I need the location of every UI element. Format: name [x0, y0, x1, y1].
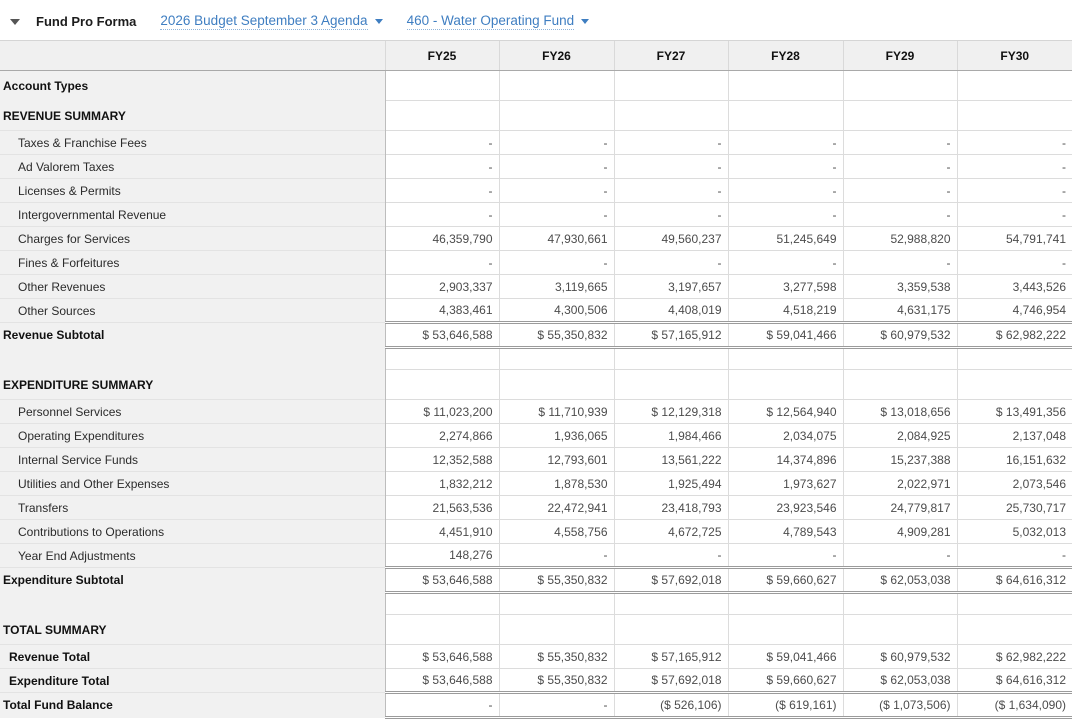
value-cell — [499, 370, 614, 400]
value-cell — [843, 101, 957, 131]
column-header: FY27 — [614, 41, 728, 71]
value-cell: $ 11,023,200 — [385, 400, 499, 424]
table-row — [0, 544, 1072, 568]
value-cell: 3,197,657 — [614, 275, 728, 299]
value-cell: - — [957, 544, 1072, 568]
value-cell — [385, 101, 499, 131]
row-label: Ad Valorem Taxes — [0, 155, 385, 179]
value-cell — [385, 370, 499, 400]
table-row — [0, 568, 1072, 593]
row-label: Fines & Forfeitures — [0, 251, 385, 275]
collapse-caret-icon[interactable] — [10, 19, 20, 25]
value-cell — [499, 101, 614, 131]
row-label: Account Types — [0, 71, 385, 101]
value-cell: 3,359,538 — [843, 275, 957, 299]
value-cell: - — [385, 693, 499, 718]
value-cell — [728, 370, 843, 400]
value-cell: - — [499, 693, 614, 718]
table-row — [0, 348, 1072, 370]
row-label: Transfers — [0, 496, 385, 520]
row-label: Contributions to Operations — [0, 520, 385, 544]
value-cell: $ 57,165,912 — [614, 323, 728, 348]
column-header: FY25 — [385, 41, 499, 71]
value-cell: - — [499, 131, 614, 155]
value-cell: 4,672,725 — [614, 520, 728, 544]
chevron-down-icon — [375, 19, 383, 24]
value-cell: 15,237,388 — [843, 448, 957, 472]
value-cell: - — [499, 544, 614, 568]
row-label: REVENUE SUMMARY — [0, 101, 385, 131]
budget-version-dropdown[interactable] — [160, 13, 382, 30]
corner-cell — [0, 41, 385, 71]
value-cell: $ 55,350,832 — [499, 323, 614, 348]
table-row — [0, 448, 1072, 472]
value-cell: $ 60,979,532 — [843, 645, 957, 669]
value-cell: 4,408,019 — [614, 299, 728, 323]
table-row — [0, 71, 1072, 101]
value-cell: $ 62,053,038 — [843, 568, 957, 593]
value-cell: $ 64,616,312 — [957, 669, 1072, 693]
value-cell: 23,923,546 — [728, 496, 843, 520]
value-cell: ($ 1,634,090) — [957, 693, 1072, 718]
value-cell — [843, 348, 957, 370]
value-cell: 148,276 — [385, 544, 499, 568]
row-label — [0, 593, 385, 615]
value-cell: 4,789,543 — [728, 520, 843, 544]
row-label: Total Fund Balance — [0, 693, 385, 718]
value-cell — [614, 71, 728, 101]
value-cell — [843, 370, 957, 400]
value-cell — [499, 71, 614, 101]
value-cell: - — [843, 131, 957, 155]
value-cell: 2,274,866 — [385, 424, 499, 448]
value-cell: - — [614, 155, 728, 179]
value-cell: - — [614, 179, 728, 203]
value-cell: 4,746,954 — [957, 299, 1072, 323]
value-cell — [385, 348, 499, 370]
value-cell — [614, 101, 728, 131]
value-cell — [728, 593, 843, 615]
table-row — [0, 669, 1072, 693]
value-cell: 13,561,222 — [614, 448, 728, 472]
row-label: Taxes & Franchise Fees — [0, 131, 385, 155]
value-cell: 12,352,588 — [385, 448, 499, 472]
value-cell: - — [385, 131, 499, 155]
value-cell: $ 62,982,222 — [957, 645, 1072, 669]
table-row — [0, 472, 1072, 496]
value-cell: $ 55,350,832 — [499, 669, 614, 693]
row-label: Expenditure Total — [0, 669, 385, 693]
value-cell: - — [499, 155, 614, 179]
value-cell: $ 59,041,466 — [728, 645, 843, 669]
value-cell: $ 62,982,222 — [957, 323, 1072, 348]
table-row — [0, 101, 1072, 131]
value-cell: $ 62,053,038 — [843, 669, 957, 693]
value-cell: 2,034,075 — [728, 424, 843, 448]
value-cell: 3,277,598 — [728, 275, 843, 299]
value-cell: $ 57,692,018 — [614, 669, 728, 693]
value-cell — [614, 593, 728, 615]
value-cell: 2,903,337 — [385, 275, 499, 299]
proforma-table — [0, 40, 1072, 719]
value-cell: 23,418,793 — [614, 496, 728, 520]
row-label: Utilities and Other Expenses — [0, 472, 385, 496]
table-header — [0, 41, 1072, 71]
table-row — [0, 131, 1072, 155]
row-label: Revenue Subtotal — [0, 323, 385, 348]
table-row — [0, 299, 1072, 323]
column-header: FY29 — [843, 41, 957, 71]
row-label: Operating Expenditures — [0, 424, 385, 448]
value-cell: - — [499, 203, 614, 227]
value-cell: - — [614, 251, 728, 275]
value-cell: 1,973,627 — [728, 472, 843, 496]
value-cell — [499, 615, 614, 645]
row-label: Other Revenues — [0, 275, 385, 299]
fund-selector-dropdown[interactable] — [407, 13, 590, 30]
value-cell — [957, 615, 1072, 645]
value-cell — [728, 101, 843, 131]
value-cell — [728, 348, 843, 370]
table-row — [0, 400, 1072, 424]
value-cell — [614, 615, 728, 645]
chevron-down-icon — [581, 19, 589, 24]
value-cell: $ 53,646,588 — [385, 645, 499, 669]
value-cell: 54,791,741 — [957, 227, 1072, 251]
value-cell: 22,472,941 — [499, 496, 614, 520]
value-cell: - — [843, 155, 957, 179]
table-row — [0, 227, 1072, 251]
table-row — [0, 251, 1072, 275]
value-cell: $ 59,660,627 — [728, 669, 843, 693]
page-title: Fund Pro Forma — [36, 14, 137, 29]
value-cell: - — [957, 203, 1072, 227]
value-cell: 3,119,665 — [499, 275, 614, 299]
value-cell — [957, 71, 1072, 101]
value-cell: $ 11,710,939 — [499, 400, 614, 424]
row-label: Personnel Services — [0, 400, 385, 424]
column-header: FY30 — [957, 41, 1072, 71]
value-cell: - — [843, 251, 957, 275]
value-cell — [843, 71, 957, 101]
value-cell — [385, 71, 499, 101]
row-label — [0, 348, 385, 370]
value-cell: 1,984,466 — [614, 424, 728, 448]
value-cell: - — [843, 544, 957, 568]
value-cell: 12,793,601 — [499, 448, 614, 472]
value-cell: 4,518,219 — [728, 299, 843, 323]
table-row — [0, 370, 1072, 400]
table-row — [0, 323, 1072, 348]
value-cell: $ 13,018,656 — [843, 400, 957, 424]
budget-version-dropdown-label: 2026 Budget September 3 Agenda — [160, 13, 368, 28]
value-cell: 2,084,925 — [843, 424, 957, 448]
value-cell: 4,383,461 — [385, 299, 499, 323]
value-cell: 47,930,661 — [499, 227, 614, 251]
value-cell — [957, 370, 1072, 400]
table-body — [0, 71, 1072, 718]
value-cell: ($ 1,073,506) — [843, 693, 957, 718]
value-cell: 16,151,632 — [957, 448, 1072, 472]
table-row — [0, 424, 1072, 448]
table-row — [0, 615, 1072, 645]
value-cell: 21,563,536 — [385, 496, 499, 520]
value-cell: 1,832,212 — [385, 472, 499, 496]
value-cell — [385, 593, 499, 615]
value-cell: - — [728, 544, 843, 568]
value-cell: $ 53,646,588 — [385, 568, 499, 593]
table-row — [0, 496, 1072, 520]
row-label: Year End Adjustments — [0, 544, 385, 568]
value-cell: - — [957, 179, 1072, 203]
value-cell: $ 55,350,832 — [499, 568, 614, 593]
value-cell: $ 59,660,627 — [728, 568, 843, 593]
value-cell: $ 64,616,312 — [957, 568, 1072, 593]
table-row — [0, 275, 1072, 299]
value-cell: - — [499, 251, 614, 275]
row-label: Charges for Services — [0, 227, 385, 251]
value-cell: 25,730,717 — [957, 496, 1072, 520]
value-cell — [499, 348, 614, 370]
fund-selector-dropdown-label: 460 - Water Operating Fund — [406, 13, 575, 28]
value-cell: - — [843, 179, 957, 203]
row-label: Licenses & Permits — [0, 179, 385, 203]
value-cell: 46,359,790 — [385, 227, 499, 251]
value-cell: 49,560,237 — [614, 227, 728, 251]
row-label: Expenditure Subtotal — [0, 568, 385, 593]
value-cell — [843, 615, 957, 645]
value-cell: 2,073,546 — [957, 472, 1072, 496]
value-cell: 4,451,910 — [385, 520, 499, 544]
value-cell: $ 13,491,356 — [957, 400, 1072, 424]
row-label: EXPENDITURE SUMMARY — [0, 370, 385, 400]
table-row — [0, 155, 1072, 179]
value-cell: - — [843, 203, 957, 227]
table-row — [0, 693, 1072, 718]
value-cell: 51,245,649 — [728, 227, 843, 251]
value-cell: 14,374,896 — [728, 448, 843, 472]
value-cell — [957, 101, 1072, 131]
header-row — [0, 41, 1072, 71]
table-row — [0, 593, 1072, 615]
value-cell: - — [385, 251, 499, 275]
value-cell: 2,137,048 — [957, 424, 1072, 448]
value-cell: - — [957, 155, 1072, 179]
value-cell: - — [385, 155, 499, 179]
column-header: FY28 — [728, 41, 843, 71]
value-cell: - — [728, 179, 843, 203]
value-cell: 4,909,281 — [843, 520, 957, 544]
value-cell — [499, 593, 614, 615]
value-cell: $ 53,646,588 — [385, 323, 499, 348]
value-cell: $ 55,350,832 — [499, 645, 614, 669]
value-cell: 1,878,530 — [499, 472, 614, 496]
value-cell: 4,631,175 — [843, 299, 957, 323]
row-label: Internal Service Funds — [0, 448, 385, 472]
value-cell — [614, 348, 728, 370]
value-cell: $ 12,564,940 — [728, 400, 843, 424]
value-cell: - — [614, 131, 728, 155]
value-cell: 4,558,756 — [499, 520, 614, 544]
value-cell: - — [385, 179, 499, 203]
value-cell: 24,779,817 — [843, 496, 957, 520]
row-label: Revenue Total — [0, 645, 385, 669]
value-cell — [614, 370, 728, 400]
value-cell: 2,022,971 — [843, 472, 957, 496]
value-cell: $ 57,692,018 — [614, 568, 728, 593]
value-cell: - — [614, 203, 728, 227]
value-cell: - — [728, 251, 843, 275]
value-cell: - — [614, 544, 728, 568]
table-row — [0, 179, 1072, 203]
value-cell: $ 53,646,588 — [385, 669, 499, 693]
value-cell: $ 59,041,466 — [728, 323, 843, 348]
column-header: FY26 — [499, 41, 614, 71]
value-cell — [385, 615, 499, 645]
value-cell: 1,936,065 — [499, 424, 614, 448]
value-cell: $ 12,129,318 — [614, 400, 728, 424]
value-cell — [728, 71, 843, 101]
report-header — [0, 0, 1072, 40]
value-cell: - — [957, 251, 1072, 275]
value-cell: 3,443,526 — [957, 275, 1072, 299]
value-cell: 5,032,013 — [957, 520, 1072, 544]
table-row — [0, 520, 1072, 544]
row-label: Intergovernmental Revenue — [0, 203, 385, 227]
value-cell: $ 57,165,912 — [614, 645, 728, 669]
value-cell: - — [728, 155, 843, 179]
value-cell: ($ 619,161) — [728, 693, 843, 718]
value-cell: ($ 526,106) — [614, 693, 728, 718]
table-row — [0, 645, 1072, 669]
value-cell: - — [728, 203, 843, 227]
value-cell: - — [728, 131, 843, 155]
value-cell: 1,925,494 — [614, 472, 728, 496]
row-label: Other Sources — [0, 299, 385, 323]
value-cell — [957, 348, 1072, 370]
value-cell: - — [957, 131, 1072, 155]
value-cell — [957, 593, 1072, 615]
value-cell — [728, 615, 843, 645]
table-row — [0, 203, 1072, 227]
value-cell: - — [385, 203, 499, 227]
value-cell: $ 60,979,532 — [843, 323, 957, 348]
row-label: TOTAL SUMMARY — [0, 615, 385, 645]
value-cell: 4,300,506 — [499, 299, 614, 323]
value-cell — [843, 593, 957, 615]
value-cell: 52,988,820 — [843, 227, 957, 251]
value-cell: - — [499, 179, 614, 203]
